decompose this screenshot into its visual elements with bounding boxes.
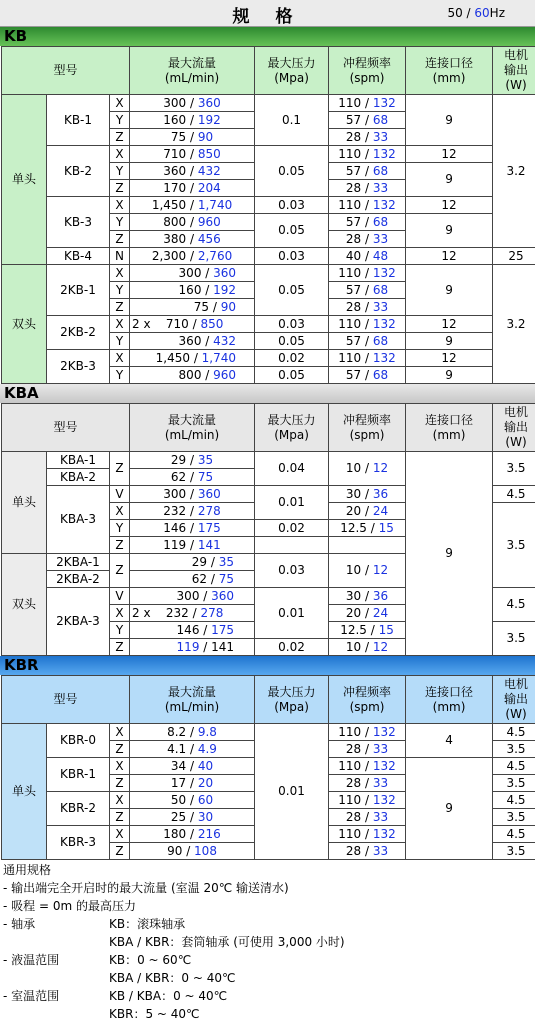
table-cell: 110 / 132	[329, 95, 406, 112]
table-cell: 232 / 278	[130, 503, 255, 520]
table-cell: 62 / 75	[130, 571, 255, 588]
table-cell: 2 x 232 / 278	[130, 605, 255, 622]
table-cell: 电机 输出 (W)	[493, 676, 535, 724]
group-single: 单头	[2, 95, 47, 265]
table-cell: X	[110, 792, 130, 809]
table-cell: 4	[406, 724, 493, 758]
kb-section-title: KB	[0, 27, 535, 46]
table-cell: 146 / 175	[130, 520, 255, 537]
table-cell: 最大压力 (Mpa)	[255, 676, 329, 724]
table-cell: 9	[406, 265, 493, 316]
table-cell: 电机 输出 (W)	[493, 404, 535, 452]
table-cell: 4.5	[493, 826, 535, 843]
table-cell: V	[110, 588, 130, 605]
table-cell: Z	[110, 299, 130, 316]
table-cell: 57 / 68	[329, 367, 406, 384]
table-cell: 300 / 360	[130, 588, 255, 605]
table-cell: 0.02	[255, 639, 329, 656]
table-cell: 4.5	[493, 724, 535, 741]
table-cell: X	[110, 197, 130, 214]
table-cell: 110 / 132	[329, 265, 406, 282]
table-cell: 29 / 35	[130, 554, 255, 571]
table-cell: 110 / 132	[329, 350, 406, 367]
table-cell	[255, 537, 329, 554]
table-cell: 119 / 141	[130, 639, 255, 656]
table-cell: 110 / 132	[329, 758, 406, 775]
table-cell: 110 / 132	[329, 316, 406, 333]
group-double: 双头	[2, 265, 47, 384]
table-cell: 75 / 90	[130, 129, 255, 146]
table-cell: 57 / 68	[329, 282, 406, 299]
table-cell: 3.5	[493, 843, 535, 860]
table-cell: 0.05	[255, 214, 329, 248]
table-cell: 单头	[2, 724, 47, 860]
table-cell: 28 / 33	[329, 231, 406, 248]
table-cell: 0.03	[255, 248, 329, 265]
table-cell: 146 / 175	[130, 622, 255, 639]
table-cell: 最大流量 (mL/min)	[130, 404, 255, 452]
table-cell: KBR-3	[47, 826, 110, 860]
table-cell: 57 / 68	[329, 163, 406, 180]
table-cell: Y	[110, 333, 130, 350]
table-cell: 冲程频率 (spm)	[329, 404, 406, 452]
model-cell: KB-1	[47, 95, 110, 146]
flow-cell: 300 / 360	[130, 95, 255, 112]
table-cell: 28 / 33	[329, 180, 406, 197]
table-cell: 62 / 75	[130, 469, 255, 486]
pressure-cell: 0.1	[255, 95, 329, 146]
table-cell: 连接口径 (mm)	[406, 404, 493, 452]
table-cell: 型号	[2, 676, 130, 724]
table-cell: 12	[406, 350, 493, 367]
table-cell: X	[110, 503, 130, 520]
table-cell: KBR-0	[47, 724, 110, 758]
table-cell: 3.5	[493, 503, 535, 588]
table-cell: V	[110, 486, 130, 503]
table-cell: 2 x 710 / 850	[130, 316, 255, 333]
kba-section-title: KBA	[0, 384, 535, 403]
table-cell: 0.01	[255, 486, 329, 520]
table-cell: KB-2	[47, 146, 110, 197]
table-cell: 50 / 60	[130, 792, 255, 809]
kbr-section-title: KBR	[0, 656, 535, 675]
table-cell: 3.5	[493, 452, 535, 486]
table-cell: KBR-1	[47, 758, 110, 792]
table-cell: 2,300 / 2,760	[130, 248, 255, 265]
kba-table	[1, 403, 535, 656]
table-cell: 最大流量 (mL/min)	[130, 676, 255, 724]
table-cell: 连接口径 (mm)	[406, 676, 493, 724]
table-cell: 3.2	[493, 265, 535, 384]
table-cell: 30 / 36	[329, 588, 406, 605]
table-cell: 2KB-3	[47, 350, 110, 384]
table-cell: Z	[110, 554, 130, 588]
table-cell: Y	[110, 367, 130, 384]
table-cell: 28 / 33	[329, 809, 406, 826]
table-cell: Z	[110, 809, 130, 826]
table-cell: 3.5	[493, 775, 535, 792]
table-cell: 0.01	[255, 588, 329, 639]
table-cell: X	[110, 758, 130, 775]
table-cell: 28 / 33	[329, 843, 406, 860]
table-cell: 17 / 20	[130, 775, 255, 792]
table-cell: 1,450 / 1,740	[130, 197, 255, 214]
table-cell: 9	[406, 452, 493, 656]
table-cell: 10 / 12	[329, 452, 406, 486]
spec-header	[0, 0, 535, 27]
table-cell: 110 / 132	[329, 826, 406, 843]
kbr-table	[1, 675, 535, 860]
table-cell: KBR-2	[47, 792, 110, 826]
table-cell: 25 / 30	[130, 809, 255, 826]
table-cell: 40 / 48	[329, 248, 406, 265]
table-cell: 0.04	[255, 452, 329, 486]
table-cell: 710 / 850	[130, 146, 255, 163]
table-cell: 10 / 12	[329, 554, 406, 588]
table-cell: Z	[110, 452, 130, 486]
table-cell: 4.5	[493, 588, 535, 622]
table-cell: 28 / 33	[329, 129, 406, 146]
general-specs: 通用规格 - 输出端完全开启时的最大流量 (室温 20℃ 输送清水) - 吸程 = 0m 的最高压力 - 轴承 KB：滚珠轴承 KBA / KBR：套筒轴承 (可使用 3,000 小时) - 液温范围 KB：0 ~ 60℃ KBA / KBR：0 ~ 40℃ - 室温范围 KB / KBA：0 ~ 40℃ KBR：5 ~ 40℃	[0, 861, 535, 1023]
table-cell: Y	[110, 520, 130, 537]
table-cell: 110 / 132	[329, 792, 406, 809]
table-cell: 380 / 456	[130, 231, 255, 248]
table-cell: 0.05	[255, 146, 329, 197]
table-cell: X	[110, 146, 130, 163]
table-cell: 28 / 33	[329, 775, 406, 792]
table-cell: 2KBA-1	[47, 554, 110, 571]
table-cell: 160 / 192	[130, 112, 255, 129]
table-cell: 110 / 132	[329, 197, 406, 214]
table-cell: N	[110, 248, 130, 265]
table-cell: KBA-2	[47, 469, 110, 486]
table-cell: 28 / 33	[329, 741, 406, 758]
table-cell: 0.02	[255, 520, 329, 537]
table-cell: Z	[110, 231, 130, 248]
table-cell: 360 / 432	[130, 163, 255, 180]
table-cell: 0.05	[255, 367, 329, 384]
table-cell: 34 / 40	[130, 758, 255, 775]
table-cell: 9	[406, 758, 493, 860]
table-cell: 9	[406, 367, 493, 384]
table-cell: X	[110, 826, 130, 843]
table-cell: 0.05	[255, 265, 329, 316]
table-cell: KBA-1	[47, 452, 110, 469]
table-cell: 75 / 90	[130, 299, 255, 316]
table-cell: 800 / 960	[130, 214, 255, 231]
table-cell: 300 / 360	[130, 265, 255, 282]
table-cell: 2KB-1	[47, 265, 110, 316]
table-cell: Z	[110, 741, 130, 758]
table-cell: 12.5 / 15	[329, 520, 406, 537]
table-cell: 12.5 / 15	[329, 622, 406, 639]
table-cell: 4.5	[493, 486, 535, 503]
table-row	[2, 95, 535, 112]
table-cell: X	[110, 605, 130, 622]
table-cell: 20 / 24	[329, 503, 406, 520]
table-cell: 9	[406, 333, 493, 350]
table-cell: Z	[110, 775, 130, 792]
table-cell: 20 / 24	[329, 605, 406, 622]
table-cell: 1,450 / 1,740	[130, 350, 255, 367]
col-flow: 最大流量 (mL/min)	[130, 47, 255, 95]
spec-title: 规 格	[0, 2, 535, 27]
table-cell: 2KBA-2	[47, 571, 110, 588]
table-cell: 90 / 108	[130, 843, 255, 860]
table-cell: 4.5	[493, 792, 535, 809]
table-cell: KB-3	[47, 197, 110, 248]
table-cell: Y	[110, 163, 130, 180]
table-cell: 57 / 68	[329, 333, 406, 350]
table-cell: 3.5	[493, 741, 535, 758]
table-cell: X	[110, 316, 130, 333]
table-cell: 0.03	[255, 554, 329, 588]
table-cell: Y	[110, 112, 130, 129]
table-cell: 8.2 / 9.8	[130, 724, 255, 741]
table-cell: 170 / 204	[130, 180, 255, 197]
table-cell: 300 / 360	[130, 486, 255, 503]
table-cell: 冲程频率 (spm)	[329, 676, 406, 724]
table-cell: 型号	[2, 404, 130, 452]
table-cell: 29 / 35	[130, 452, 255, 469]
table-cell: 单头	[2, 452, 47, 554]
table-cell: Z	[110, 843, 130, 860]
table-cell: 180 / 216	[130, 826, 255, 843]
table-cell: Z	[110, 129, 130, 146]
table-cell: 28 / 33	[329, 299, 406, 316]
table-cell: 4.1 / 4.9	[130, 741, 255, 758]
table-cell: 9	[406, 95, 493, 146]
col-frequency: 冲程频率 (spm)	[329, 47, 406, 95]
kb-table	[1, 46, 535, 384]
table-cell: Z	[110, 537, 130, 554]
table-cell: X	[110, 95, 130, 112]
table-cell: 12	[406, 248, 493, 265]
table-cell: 0.02	[255, 350, 329, 367]
col-pressure: 最大压力 (Mpa)	[255, 47, 329, 95]
table-cell: 12	[406, 316, 493, 333]
table-cell: 110 / 132	[329, 724, 406, 741]
table-cell: 30 / 36	[329, 486, 406, 503]
table-cell	[329, 537, 406, 554]
motor-cell: 3.2	[493, 95, 535, 248]
table-cell: 双头	[2, 554, 47, 656]
table-cell: 2KBA-3	[47, 588, 110, 656]
table-cell: 12	[406, 197, 493, 214]
table-cell: Z	[110, 639, 130, 656]
table-cell: 10 / 12	[329, 639, 406, 656]
table-cell: 110 / 132	[329, 146, 406, 163]
table-cell: 57 / 68	[329, 214, 406, 231]
table-cell: Y	[110, 214, 130, 231]
table-cell: 0.01	[255, 724, 329, 860]
table-cell: 160 / 192	[130, 282, 255, 299]
table-cell: 25	[493, 248, 535, 265]
table-cell: 3.5	[493, 622, 535, 656]
table-cell: 3.5	[493, 809, 535, 826]
table-cell: KBA-3	[47, 486, 110, 554]
table-cell: 0.03	[255, 316, 329, 333]
table-cell: 2KB-2	[47, 316, 110, 350]
table-cell: Y	[110, 282, 130, 299]
table-cell: Z	[110, 180, 130, 197]
table-cell: Y	[110, 622, 130, 639]
table-cell: 9	[406, 163, 493, 197]
table-cell: 12	[406, 146, 493, 163]
col-motor: 电机 输出 (W)	[493, 47, 535, 95]
table-cell: X	[110, 724, 130, 741]
table-cell: KB-4	[47, 248, 110, 265]
table-cell: 最大压力 (Mpa)	[255, 404, 329, 452]
table-cell: X	[110, 265, 130, 282]
table-cell: X	[110, 350, 130, 367]
table-cell: 0.05	[255, 333, 329, 350]
table-cell: 9	[406, 214, 493, 248]
table-cell: 0.03	[255, 197, 329, 214]
col-model: 型号	[2, 47, 130, 95]
notes-title: 通用规格	[3, 861, 535, 879]
col-port: 连接口径 (mm)	[406, 47, 493, 95]
table-cell: 360 / 432	[130, 333, 255, 350]
table-cell: 800 / 960	[130, 367, 255, 384]
table-cell: 57 / 68	[329, 112, 406, 129]
table-cell: 119 / 141	[130, 537, 255, 554]
table-cell: 4.5	[493, 758, 535, 775]
frequency-note: 50 / 60Hz	[447, 6, 505, 20]
kb-header-row	[2, 47, 535, 95]
